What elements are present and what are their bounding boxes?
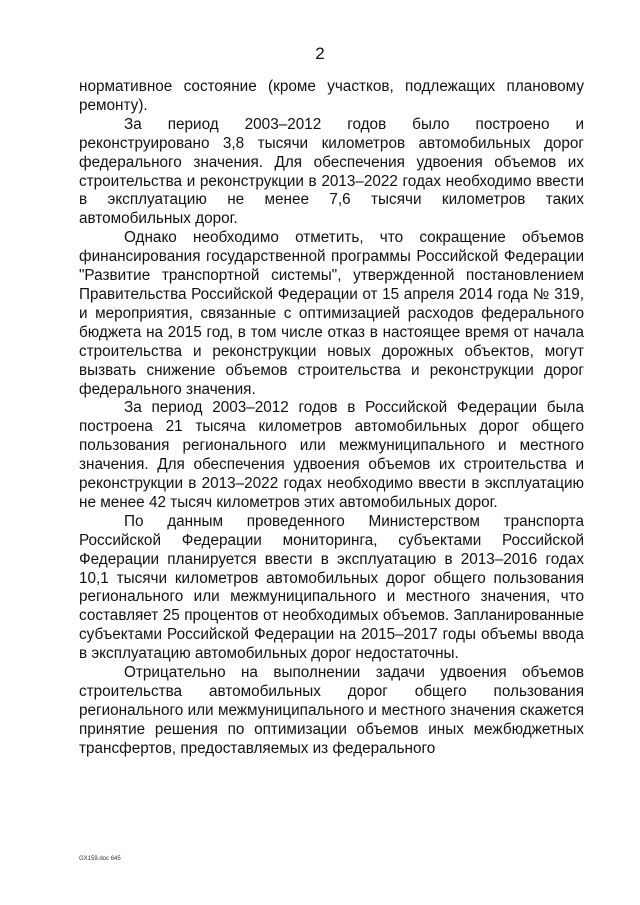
paragraph-funding-reduction: Однако необходимо отметить, что сокращение объемов финансирования государственной программы Российской Федерации "Развитие транспортной системы", утвержденной постановлением Правительства Российской Федерации от 15 апреля 2014 года № 319, и мероприятия, связанные с оптимизацией расходов федерального бюджета на 2015 год, в том числе отказ в настоящее время от начала строительства и реконструкции новых дорожных объектов, могут вызвать снижение объемов строительства и реконструкции дорог федерального значения. — [79, 229, 584, 398]
page-number: 2 — [315, 44, 325, 63]
document-footer-code: GX159.doc 645 — [79, 856, 121, 862]
paragraph-regional-roads: За период 2003–2012 годов в Российской Федерации была построена 21 тысяча километров автомобильных дорог общего пользования регионального или межмуниципального и местного значения. Для обеспечения удвоения объемов их строительства и реконструкции в 2013–2022 годах необходимо ввести в эксплуатацию не менее 42 тысяч километров этих автомобильных дорог. — [79, 399, 584, 511]
paragraph-monitoring: По данным проведенного Министерством транспорта Российской Федерации мониторинга, субъектами Российской Федерации планируется ввести в эксплуатацию в 2013–2016 годах 10,1 тысячи километров автомобильных дорог общего пользования регионального или межмуниципального и местного значения, что составляет 25 процентов от необходимых объемов. Запланированные субъектами Российской Федерации на 2015–2017 годы объемы ввода в эксплуатацию автомобильных дорог недостаточны. — [79, 512, 584, 663]
paragraph-transfers: Отрицательно на выполнении задачи удвоения объемов строительства автомобильных дорог общего пользования регионального или межмуниципального и местного значения скажется принятие решения по оптимизации объемов иных межбюджетных трансфертов, предоставляемых из федерального — [79, 664, 584, 757]
paragraph-continuation: нормативное состояние (кроме участков, подлежащих плановому ремонту). — [79, 78, 584, 114]
document-body — [79, 78, 584, 759]
paragraph-federal-roads: За период 2003–2012 годов было построено и реконструировано 3,8 тысячи километров автомобильных дорог федерального значения. Для обеспечения удвоения объемов их строительства и реконструкции в 2013–2022 годах необходимо ввести в эксплуатацию не менее 7,6 тысячи километров таких автомобильных дорог. — [79, 115, 584, 228]
